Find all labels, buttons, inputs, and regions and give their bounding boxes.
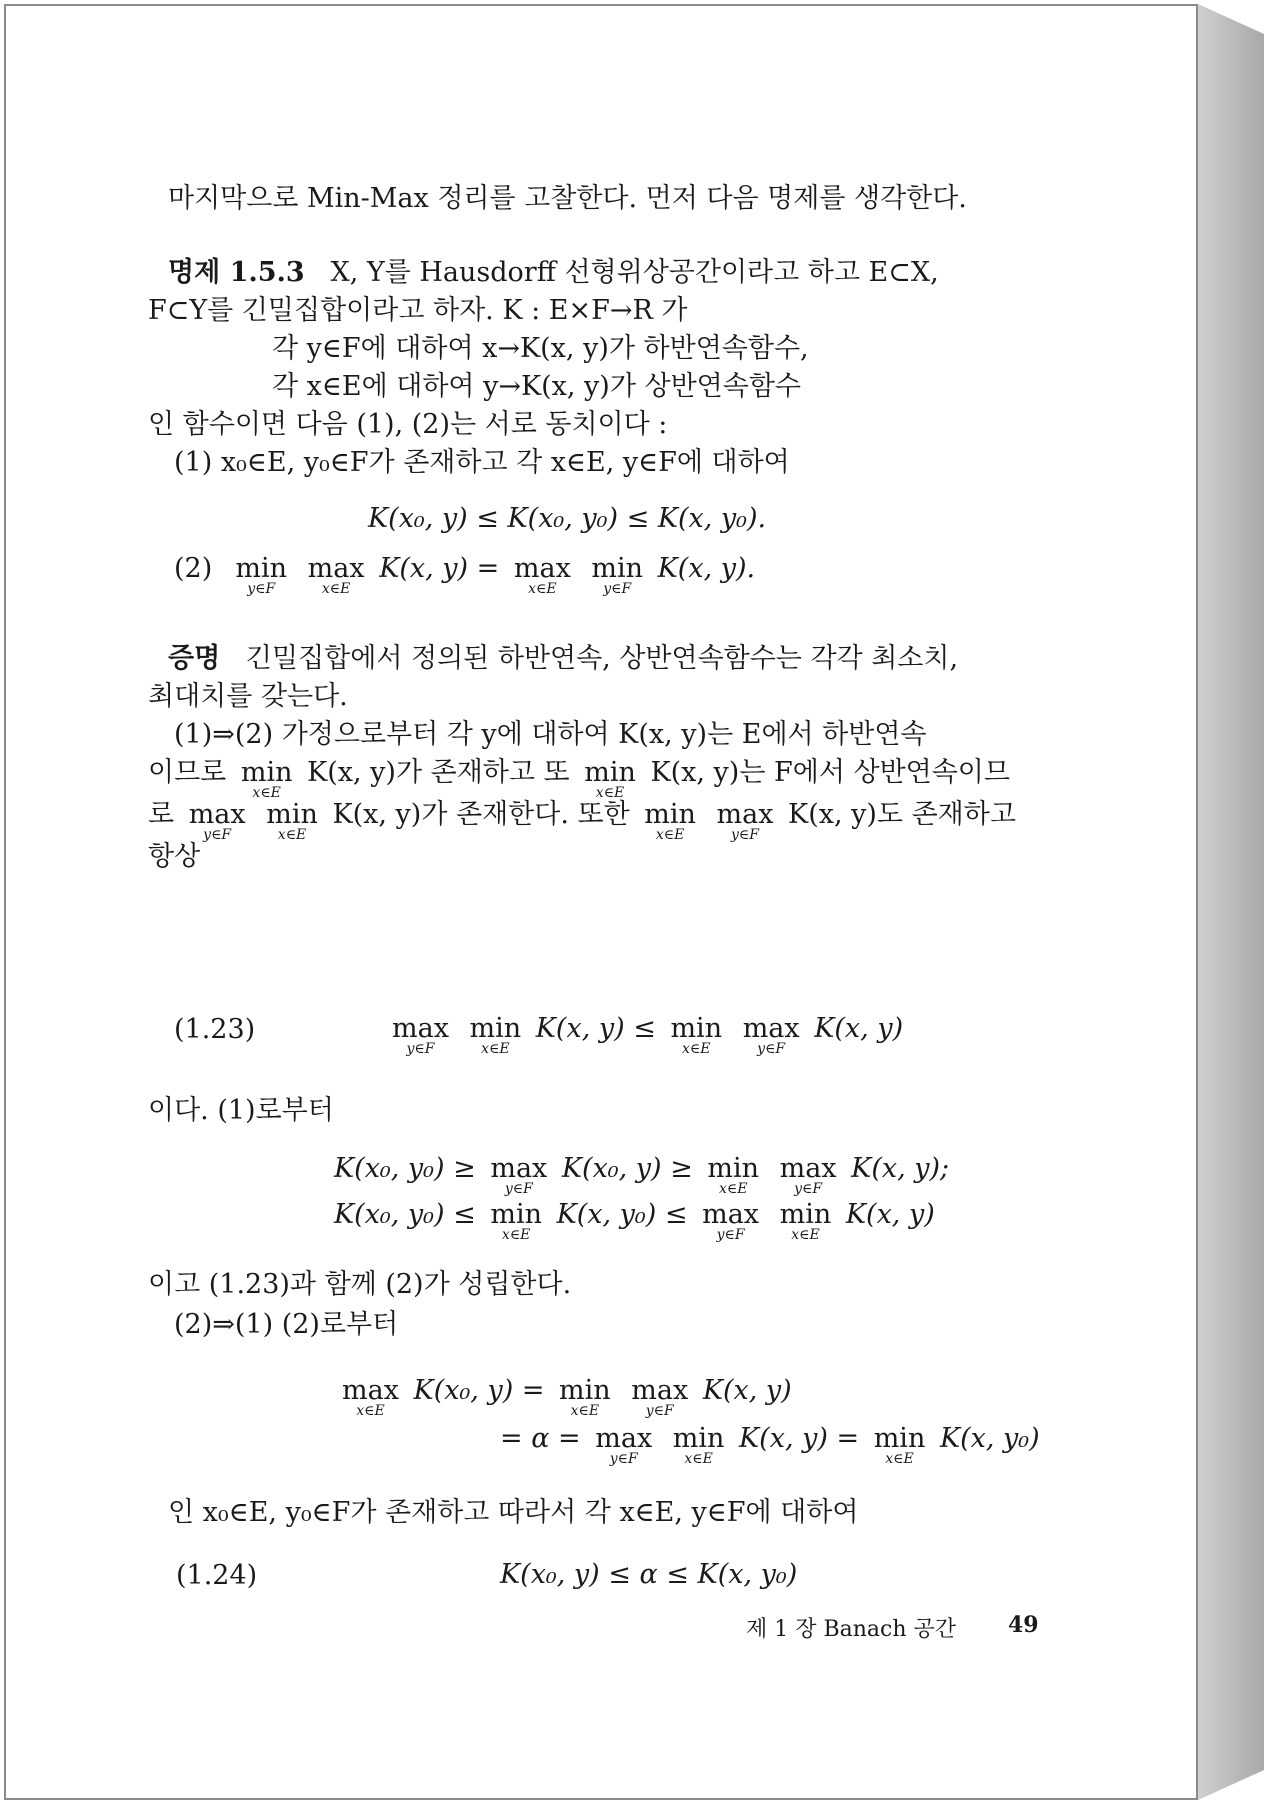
proposition-line-4: 각 x∈E에 대하여 y→K(x, y)가 상반연속함수 bbox=[272, 371, 801, 402]
proposition-text-1: X, Y를 Hausdorff 선형위상공간이라고 하고 E⊂X, bbox=[330, 257, 939, 288]
min-operator: min x∈E bbox=[670, 1013, 723, 1057]
max-operator: max y∈F bbox=[188, 799, 246, 843]
min-operator: min x∈E bbox=[266, 799, 318, 843]
proposition-item-2 bbox=[174, 553, 756, 597]
formula-line-1: K(x₀, y₀) ≥ max y∈F K(x₀, y) ≥ min x∈E max y∈F K(x, y); bbox=[334, 1153, 950, 1197]
equation-1-24: K(x₀, y) ≤ α ≤ K(x, y₀) bbox=[500, 1559, 798, 1590]
proposition-line-3: 각 y∈F에 대하여 x→K(x, y)가 하반연속함수, bbox=[272, 333, 809, 364]
proposition-line-2: F⊂Y를 긴밀집합이라고 하자. K : E×F→R 가 bbox=[148, 295, 688, 326]
formula-line-3: max x∈E K(x₀, y) = min x∈E max y∈F K(x, y) bbox=[342, 1375, 792, 1419]
item-2-lhs: K(x, y) = bbox=[379, 553, 500, 584]
min-operator: min x∈E bbox=[490, 1199, 542, 1243]
proof-line-7: 이다. (1)로부터 bbox=[148, 1095, 334, 1126]
equation-1-23: max y∈F min x∈E K(x, y) ≤ min x∈E max y∈F K(x, y) bbox=[392, 1013, 904, 1057]
proposition-item-1: (1) x₀∈E, y₀∈F가 존재하고 각 x∈E, y∈F에 대하여 bbox=[174, 447, 790, 478]
min-operator: min y∈F bbox=[591, 553, 644, 597]
proof-line-1 bbox=[168, 644, 958, 674]
proof-line-3: (1)⇒(2) 가정으로부터 각 y에 대하여 K(x, y)는 E에서 하반연속 bbox=[174, 719, 927, 750]
proof-line-6: 항상 bbox=[148, 841, 201, 872]
max-operator: max y∈F bbox=[742, 1013, 800, 1057]
item-2-rhs: K(x, y). bbox=[657, 553, 756, 584]
min-operator: min x∈E bbox=[873, 1423, 926, 1467]
proof-line-10: 인 x₀∈E, y₀∈F가 존재하고 따라서 각 x∈E, y∈F에 대하여 bbox=[168, 1497, 859, 1528]
min-operator: min x∈E bbox=[779, 1199, 832, 1243]
page-number: 49 bbox=[1008, 1612, 1039, 1638]
chapter-footer: 제 1 장 Banach 공간 bbox=[746, 1617, 957, 1642]
proof-text-1: 긴밀집합에서 정의된 하반연속, 상반연속함수는 각각 최소치, bbox=[245, 643, 959, 674]
formula-line-4: = α = max y∈F min x∈E K(x, y) = min x∈E K(x, y₀) bbox=[500, 1423, 1040, 1467]
proposition-line-5: 인 함수이면 다음 (1), (2)는 서로 동치이다 : bbox=[148, 409, 668, 440]
book-spine bbox=[1198, 4, 1264, 1800]
equation-number-1-23: (1.23) bbox=[174, 1014, 256, 1045]
proof-line-8: 이고 (1.23)과 함께 (2)가 성립한다. bbox=[148, 1269, 572, 1300]
min-operator: min y∈F bbox=[235, 553, 288, 597]
intro-paragraph: 마지막으로 Min-Max 정리를 고찰한다. 먼저 다음 명제를 생각한다. bbox=[168, 183, 967, 214]
proof-label: 증명 bbox=[168, 643, 221, 674]
min-operator: min x∈E bbox=[469, 1013, 522, 1057]
equation-number-1-24: (1.24) bbox=[176, 1560, 258, 1591]
min-operator: min x∈E bbox=[644, 799, 696, 843]
formula-line-2: K(x₀, y₀) ≤ min x∈E K(x, y₀) ≤ max y∈F min x∈E K(x, y) bbox=[334, 1199, 935, 1243]
max-operator: max y∈F bbox=[490, 1153, 548, 1197]
max-operator: max x∈E bbox=[342, 1375, 399, 1419]
item-2-label: (2) bbox=[174, 553, 213, 584]
proof-line-4: 이므로 min x∈E K(x, y)가 존재하고 또 min x∈E K(x, y)는 F에서 상반연속이므 bbox=[148, 757, 1010, 801]
proposition-item-1-formula: K(x₀, y) ≤ K(x₀, y₀) ≤ K(x, y₀). bbox=[368, 503, 767, 534]
proof-line-5: 로 max y∈F min x∈E K(x, y)가 존재한다. 또한 min x∈E max y∈F K(x, y)도 존재하고 bbox=[148, 799, 1016, 843]
min-operator: min x∈E bbox=[707, 1153, 760, 1197]
max-operator: max y∈F bbox=[779, 1153, 837, 1197]
max-operator: max y∈F bbox=[702, 1199, 760, 1243]
max-operator: max x∈E bbox=[513, 553, 571, 597]
min-operator: min x∈E bbox=[559, 1375, 611, 1419]
min-operator: min x∈E bbox=[240, 757, 293, 801]
proof-line-9: (2)⇒(1) (2)로부터 bbox=[174, 1309, 399, 1340]
proposition-line-1 bbox=[168, 258, 939, 288]
min-operator: min x∈E bbox=[584, 757, 636, 801]
proof-line-2: 최대치를 갖는다. bbox=[148, 681, 348, 712]
max-operator: max y∈F bbox=[716, 799, 774, 843]
book-page bbox=[4, 4, 1198, 1800]
max-operator: max y∈F bbox=[631, 1375, 689, 1419]
max-operator: max x∈E bbox=[307, 553, 365, 597]
max-operator: max y∈F bbox=[392, 1013, 449, 1057]
proposition-label: 명제 1.5.3 bbox=[168, 257, 305, 288]
min-operator: min x∈E bbox=[672, 1423, 725, 1467]
max-operator: max y∈F bbox=[595, 1423, 653, 1467]
